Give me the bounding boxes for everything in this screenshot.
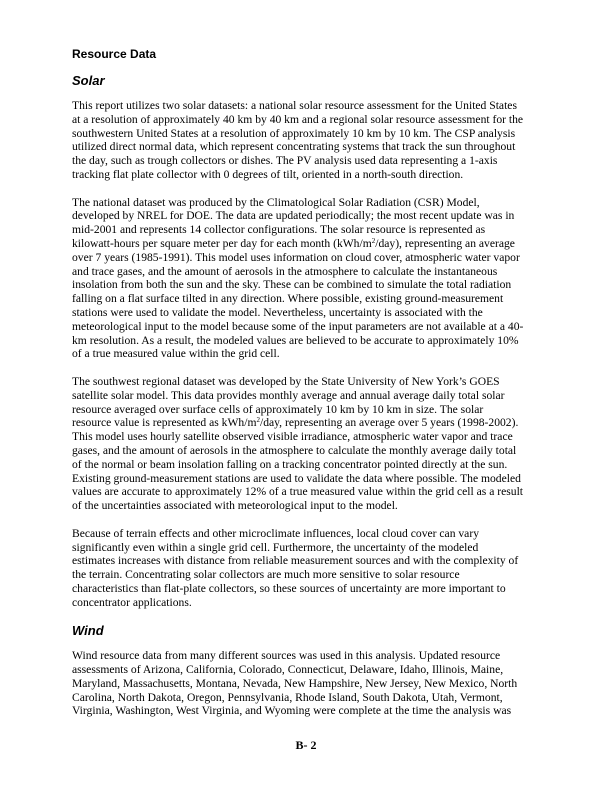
text-line: of a true measured value within the grid cell. (72, 347, 280, 361)
text-line: Carolina, North Dakota, Oregon, Pennsylvania, Rhode Island, South Dakota, Utah, Vermont, (72, 690, 503, 704)
subsection-heading-solar: Solar (72, 73, 105, 88)
solar-section-body (72, 99, 542, 609)
text-line: resource value is represented as kWh/$m^2$/day, representing an average over 5 years (1998-2002). (72, 416, 519, 430)
text-line: developed by NREL for DOE. The data are updated periodically; the most recent update was in (72, 209, 515, 223)
text-line: meteorological input to the model because some of the input parameters are not available at a 40- (72, 319, 524, 333)
text-line: falling on a flat surface tilted in any direction. Where possible, existing ground-measurement (72, 292, 504, 306)
text-line: This model uses hourly satellite observed visible irradiance, atmospheric water vapor and trace (72, 430, 513, 444)
text-line: Because of terrain effects and other microclimate influences, local cloud cover can vary (72, 526, 479, 540)
text-line: This report utilizes two solar datasets: a national solar resource assessment for the United States (72, 99, 517, 112)
paragraph (72, 649, 542, 718)
text-line: tracking flat plate collector with 0 degrees of tilt, oriented in a north-south direction. (72, 167, 464, 181)
text-line: of the uncertainties associated with meteorological input to the model. (72, 499, 398, 513)
text-line: over 7 years (1985-1991). This model uses information on cloud cover, atmospheric water vapor (72, 250, 520, 264)
text-line: significantly even within a single grid cell. Furthermore, the uncertainty of the modeled (72, 540, 479, 554)
text-line: insolation from both the sun and the sky. These can be combined to simulate the total radiation (72, 278, 512, 292)
text-line: kilowatt-hours per square meter per day for each month $(kWh/m^2/day)$, representing an average (72, 236, 515, 250)
document-page (72, 47, 542, 732)
text-line: The national dataset was produced by the Climatological Solar Radiation (CSR) Model, (72, 195, 480, 209)
paragraph (72, 375, 542, 513)
text-line: the terrain. Concentrating solar collectors are much more sensitive to solar resource (72, 568, 460, 582)
text-line: Virginia, Washington, West Virginia, and Wyoming were complete at the time the analysis was (72, 704, 512, 718)
text-line: the day, such as trough collectors or dishes. The PV analysis used data representing a 1-axis (72, 154, 498, 168)
text-line: of the normal or beam insolation falling on a tracking concentrator pointed directly at the sun. (72, 457, 508, 471)
text-line: mid-2001 and represents 14 collector configurations. The solar resource is represented as (72, 223, 486, 237)
text-line: gases, and the amount of aerosols in the atmosphere to calculate the monthly average daily total (72, 443, 517, 457)
text-line: concentrator applications. (72, 595, 192, 609)
text-line: characteristics than flat-plate collectors, so these sources of uncertainty are more important to (72, 581, 506, 595)
text-line: southwestern United States at a resolution of approximately 10 km by 10 km. The CSP analysis (72, 126, 516, 140)
paragraph (72, 527, 542, 610)
page-number: B- 2 (295, 738, 317, 752)
text-line: The southwest regional dataset was developed by the State University of New York’s GOES (72, 374, 500, 388)
paragraph (72, 196, 542, 362)
text-line: assessments of Arizona, California, Colorado, Connecticut, Delaware, Idaho, Illinois, Maine, (72, 663, 504, 677)
text-line: stations were used to validate the model. Nevertheless, uncertainty is associated with the (72, 305, 483, 319)
wind-section-body (72, 649, 542, 718)
text-line: estimates increases with distance from reliable measurement sources and with the complexity of (72, 554, 519, 568)
text-line: Maryland, Massachusetts, Montana, Nevada, New Hampshire, New Jersey, New Mexico, North (72, 676, 518, 690)
section-heading: Resource Data (72, 47, 157, 61)
superscript: 2 (256, 416, 260, 425)
paragraph (72, 99, 542, 182)
text-line: satellite solar model. This data provides monthly average and annual average daily total solar (72, 388, 505, 402)
superscript: 2 (371, 236, 376, 245)
text-line: utilized direct normal data, which represent concentrating systems that track the sun throughout (72, 140, 516, 154)
text-line: km resolution. As a result, the modeled values are believed to be accurate to approximately 10% (72, 333, 519, 347)
subsection-heading-wind: Wind (72, 623, 104, 639)
text-line: and trace gases, and the amount of aerosols in the atmosphere to calculate the instantaneous (72, 264, 498, 278)
text-line: at a resolution of approximately 40 km by 40 km and a regional solar resource assessment for the (72, 112, 524, 126)
text-line: values are accurate to approximately 12% of a true measured value within the grid cell as a result (72, 485, 524, 499)
text-line: Wind resource data from many different sources was used in this analysis. Updated resource (72, 649, 501, 663)
text-line: Existing ground-measurement stations are used to validate the data where possible. The modeled (72, 471, 521, 485)
text-line: resource averaged over surface cells of approximately 10 km by 10 km in size. The solar (72, 402, 484, 416)
